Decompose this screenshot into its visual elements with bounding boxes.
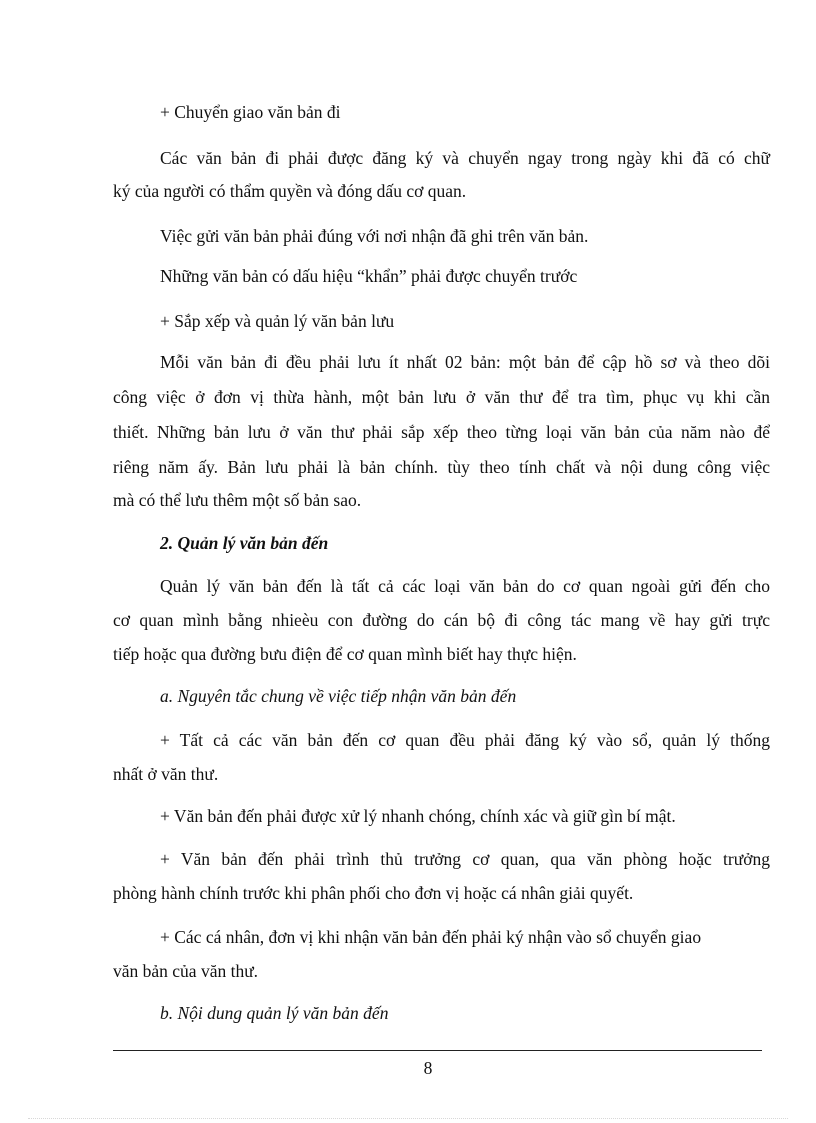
- subsection-heading: a. Nguyên tắc chung về việc tiếp nhận văn bản đến: [160, 686, 517, 706]
- text-line: Những văn bản có dấu hiệu “khẩn” phải được chuyển trước: [160, 266, 578, 286]
- text-line: tiếp hoặc qua đường bưu điện để cơ quan mình biết hay thực hiện.: [113, 644, 577, 664]
- text-line: + Sắp xếp và quản lý văn bản lưu: [160, 311, 395, 331]
- text-line: Quản lý văn bản đến là tất cả các loại văn bản do cơ quan ngoài gửi đến cho: [160, 576, 770, 596]
- text-line: nhất ở văn thư.: [113, 764, 219, 784]
- text-line: văn bản của văn thư.: [113, 961, 259, 981]
- text-line: + Chuyển giao văn bản đi: [160, 102, 341, 122]
- page-number: 8: [423, 1058, 433, 1078]
- text-line: Mỗi văn bản đi đều phải lưu ít nhất 02 bản: một bản để cập hồ sơ và theo dõi: [160, 352, 770, 372]
- text-line: công việc ở đơn vị thừa hành, một bản lưu ở văn thư để tra tìm, phục vụ khi cần: [113, 387, 770, 407]
- text-line: + Tất cả các văn bản đến cơ quan đều phải đăng ký vào sổ, quản lý thống: [160, 730, 770, 750]
- text-line: riêng năm ấy. Bản lưu phải là bản chính. tùy theo tính chất và nội dung công việc: [113, 457, 770, 477]
- text-line: + Các cá nhân, đơn vị khi nhận văn bản đến phải ký nhận vào sổ chuyển giao: [160, 927, 702, 947]
- text-line: ký của người có thẩm quyền và đóng dấu cơ quan.: [113, 181, 467, 201]
- section-heading: 2. Quản lý văn bản đến: [160, 533, 329, 553]
- footer-divider: [113, 1050, 762, 1051]
- text-line: Các văn bản đi phải được đăng ký và chuyển ngay trong ngày khi đã có chữ: [160, 148, 770, 168]
- text-line: + Văn bản đến phải trình thủ trưởng cơ quan, qua văn phòng hoặc trưởng: [160, 849, 770, 869]
- text-line: thiết. Những bản lưu ở văn thư phải sắp xếp theo từng loại văn bản của năm nào để: [113, 422, 770, 442]
- text-line: cơ quan mình bằng nhieèu con đường do cán bộ đi công tác mang về hay gửi trực: [113, 610, 770, 630]
- text-line: mà có thể lưu thêm một số bản sao.: [113, 490, 362, 510]
- text-line: + Văn bản đến phải được xử lý nhanh chóng, chính xác và giữ gìn bí mật.: [160, 806, 676, 826]
- subsection-heading: b. Nội dung quản lý văn bản đến: [160, 1003, 389, 1023]
- text-line: phòng hành chính trước khi phân phối cho đơn vị hoặc cá nhân giải quyết.: [113, 883, 634, 903]
- text-line: Việc gửi văn bản phải đúng với nơi nhận đã ghi trên văn bản.: [160, 226, 589, 246]
- page-edge-dots: [28, 1118, 788, 1119]
